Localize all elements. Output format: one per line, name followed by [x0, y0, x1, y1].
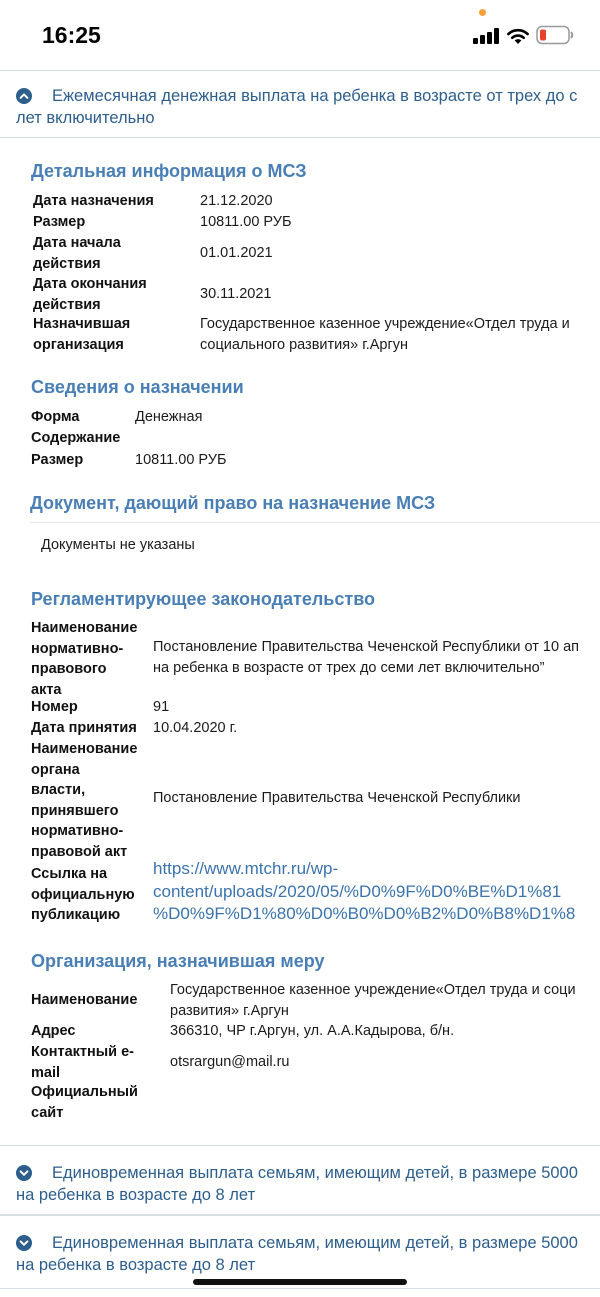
label-assign-date: Дата назначения — [33, 193, 154, 209]
documents-empty-text: Документы не указаны — [41, 537, 195, 553]
section-title-document: Документ, дающий право на назначение МСЗ — [30, 493, 436, 513]
accordion-title-line1: Единовременная выплата семьям, имеющим детей, в размере 5000 — [52, 1234, 578, 1252]
value-assignment-size: 10811.00 РУБ — [135, 452, 227, 468]
divider — [30, 522, 600, 523]
value-end-date: 30.11.2021 — [200, 286, 272, 302]
value-size: 10811.00 РУБ — [200, 214, 292, 230]
accordion-lump-sum-2[interactable] — [0, 1215, 600, 1289]
label-publication-link: Ссылка на официальную публикацию — [31, 866, 135, 923]
accordion-title-line2: на ребенка в возрасте до 8 лет — [16, 1186, 256, 1204]
signal-icon — [473, 28, 501, 44]
label-adoption-date: Дата принятия — [31, 720, 137, 736]
accordion-lump-sum-1[interactable] — [0, 1145, 600, 1215]
value-authority: Постановление Правительства Чеченской Республики — [153, 790, 521, 806]
label-content: Содержание — [31, 430, 121, 446]
value-assign-date: 21.12.2020 — [200, 193, 273, 209]
label-org-name: Наименование — [31, 992, 138, 1008]
wifi-icon — [506, 26, 530, 46]
publication-link[interactable]: https://www.mtchr.ru/wp- content/uploads/2020/05/%D0%9F%D0%BE%D1%81 %D0%9F%D1%80%D0%B0%D0%B2%D0%B8%D1%8 — [153, 859, 576, 923]
label-start-date: Дата начала действия — [33, 235, 121, 272]
value-form: Денежная — [135, 409, 203, 425]
home-indicator[interactable] — [193, 1279, 407, 1285]
section-title-organization: Организация, назначившая меру — [31, 951, 325, 971]
chevron-down-icon — [16, 1165, 32, 1181]
value-start-date: 01.01.2021 — [200, 245, 273, 261]
value-adoption-date: 10.04.2020 г. — [153, 720, 238, 736]
section-title-legislation: Регламентирующее законодательство — [31, 589, 376, 609]
label-authority: Наименование органа власти, принявшего нормативно- правовой акт — [31, 741, 138, 860]
accordion-title-line2: на ребенка в возрасте до 8 лет — [16, 1256, 256, 1274]
label-size: Размер — [33, 214, 86, 230]
privacy-indicator-dot — [479, 9, 486, 16]
value-address: 366310, ЧР г.Аргун, ул. А.А.Кадырова, б/н. — [170, 1023, 455, 1039]
accordion-title-line1: Ежемесячная денежная выплата на ребенка в возрасте от трех до с — [52, 87, 578, 105]
label-assignment-size: Размер — [31, 452, 84, 468]
battery-low-icon — [536, 25, 574, 45]
label-form: Форма — [31, 409, 80, 425]
section-title-assignment: Сведения о назначении — [31, 377, 244, 397]
label-official-site: Официальный сайт — [31, 1084, 138, 1121]
section-title-detail: Детальная информация о МСЗ — [31, 161, 307, 181]
label-end-date: Дата окончания действия — [33, 276, 147, 313]
value-assigning-org: Государственное казенное учреждение«Отдел труда и социального развития» г.Аргун — [200, 316, 570, 353]
status-time: 16:25 — [42, 22, 101, 48]
accordion-monthly-payment[interactable] — [0, 70, 600, 138]
status-bar — [0, 0, 600, 70]
accordion-title-line1: Единовременная выплата семьям, имеющим детей, в размере 5000 — [52, 1164, 578, 1182]
value-contact-email: otsrargun@mail.ru — [170, 1054, 290, 1070]
label-number: Номер — [31, 699, 78, 715]
chevron-up-icon — [16, 88, 32, 104]
label-assigning-org: Назначившая организация — [33, 316, 131, 353]
value-number: 91 — [153, 699, 170, 715]
accordion-title-line2: лет включительно — [16, 109, 155, 127]
value-act-name: Постановление Правительства Чеченской Республики от 10 ап на ребенка в возрасте от трех до семи лет включительно” — [153, 639, 580, 676]
value-org-name: Государственное казенное учреждение«Отдел труда и соци развития» г.Аргун — [170, 982, 576, 1019]
label-contact-email: Контактный e- mail — [31, 1044, 134, 1081]
chevron-down-icon — [16, 1235, 32, 1251]
label-act-name: Наименование нормативно- правового акта — [31, 620, 138, 698]
label-address: Адрес — [31, 1023, 76, 1039]
